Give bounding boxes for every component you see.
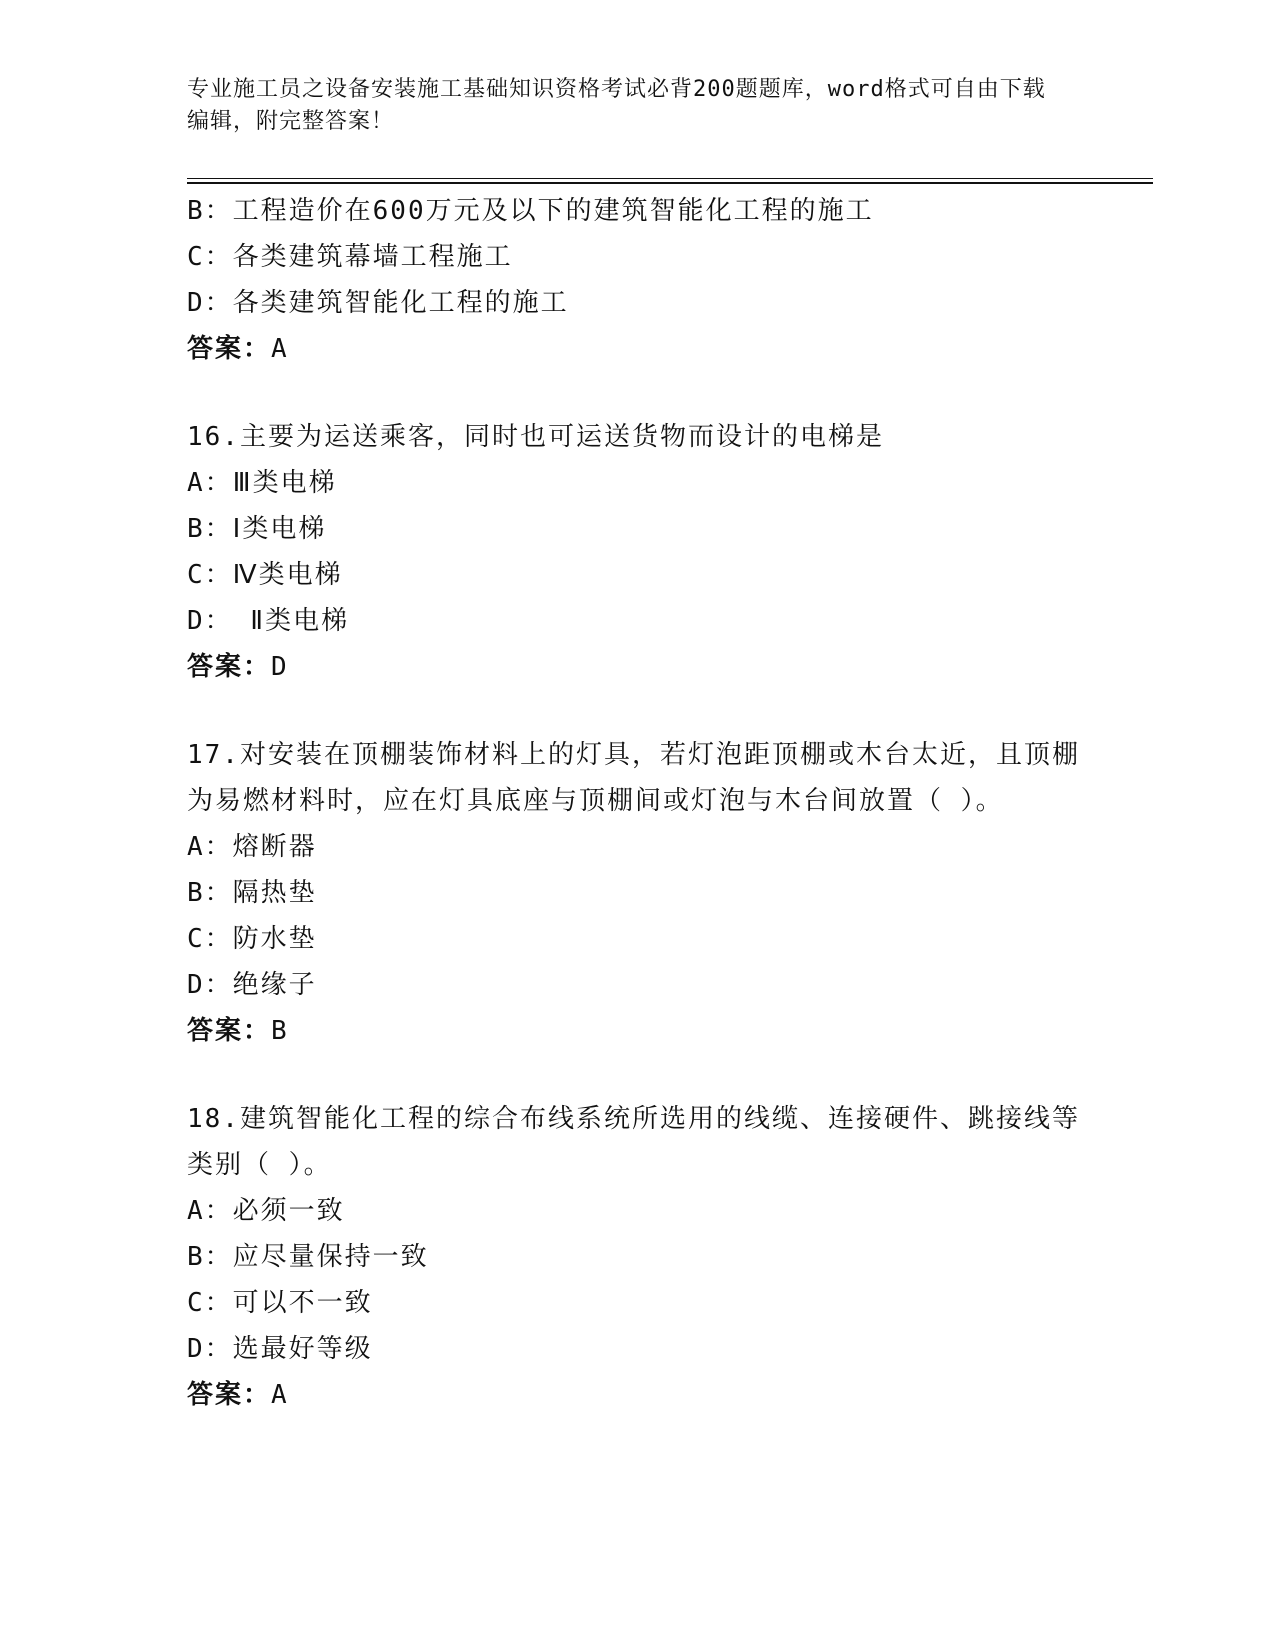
answer-value: D [271,652,289,682]
answer-label: 答案： [187,1016,272,1046]
option-c: C：防水垫 [187,924,317,954]
answer [187,1372,1087,1418]
question-block-17 [187,732,1087,1054]
option-b: B：Ⅰ类电梯 [187,514,327,544]
option-d: D：选最好等级 [187,1334,373,1364]
option-b: B：隔热垫 [187,878,317,908]
header-rule-thick [187,182,1153,184]
question-text: 18.建筑智能化工程的综合布线系统所选用的线缆、连接硬件、跳接线等类别（ ）。 [187,1104,1080,1180]
header-rule-thin [187,178,1153,179]
option-d: D： Ⅱ类电梯 [187,606,350,636]
question-block-15 [187,188,1087,372]
question-list [187,188,1087,1418]
answer [187,644,1087,690]
document-header: 专业施工员之设备安装施工基础知识资格考试必背200题题库，word格式可自由下载编辑，附完整答案！ [187,77,1046,134]
answer-label: 答案： [187,652,272,682]
answer-label: 答案： [187,1380,272,1410]
option-a: A：必须一致 [187,1196,345,1226]
answer [187,326,1087,372]
answer [187,1008,1087,1054]
option-a: A：熔断器 [187,832,317,862]
question-block-16 [187,414,1087,690]
option-b: B：工程造价在600万元及以下的建筑智能化工程的施工 [187,196,874,226]
option-c: C：Ⅳ类电梯 [187,560,343,590]
option-b: B：应尽量保持一致 [187,1242,429,1272]
option-c: C：各类建筑幕墙工程施工 [187,242,513,272]
answer-label: 答案： [187,334,272,364]
question-block-18 [187,1096,1087,1418]
option-c: C：可以不一致 [187,1288,373,1318]
option-a: A：Ⅲ类电梯 [187,468,337,498]
option-d: D：各类建筑智能化工程的施工 [187,288,569,318]
question-text: 17.对安装在顶棚装饰材料上的灯具，若灯泡距顶棚或木台太近，且顶棚为易燃材料时，应在灯具底座与顶棚间或灯泡与木台间放置（ ）。 [187,740,1080,816]
answer-value: A [271,1380,289,1410]
answer-value: B [271,1016,289,1046]
option-d: D：绝缘子 [187,970,317,1000]
answer-value: A [271,334,289,364]
question-text: 16.主要为运送乘客，同时也可运送货物而设计的电梯是 [187,422,884,452]
